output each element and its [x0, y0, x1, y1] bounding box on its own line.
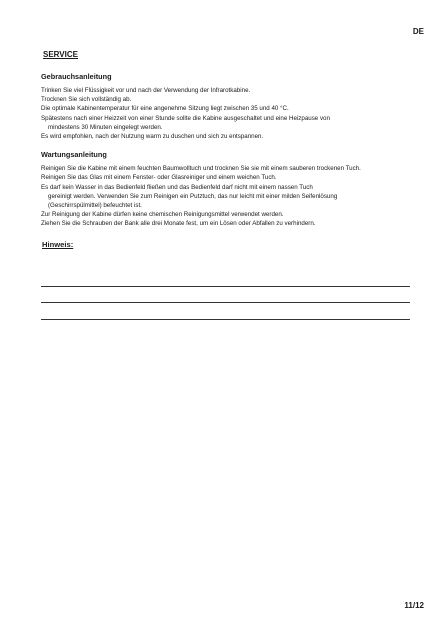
maintenance-line: Zur Reinigung der Kabine dürfen keine chemischen Reinigungsmittel verwendet werden.	[41, 211, 284, 219]
usage-line: Spätestens nach einer Heizzeit von einer Stunde sollte die Kabine ausgeschaltet und eine Heizpause von	[41, 114, 330, 122]
usage-line: Es wird empfohlen, nach der Nutzung warm zu duschen und sich zu entspannen.	[41, 133, 264, 141]
usage-heading: Gebrauchsanleitung	[41, 72, 112, 81]
maintenance-line: Ziehen Sie die Schrauben der Bank alle drei Monate fest, um ein Lösen oder Abfallen zu verhindern.	[41, 220, 316, 228]
notes-label: Hinweis:	[42, 239, 74, 249]
notes-line	[41, 286, 410, 287]
notes-line	[41, 319, 410, 320]
maintenance-line: Reinigen Sie die Kabine mit einem feuchten Baumwolltuch und trocknen Sie sie mit einem sauberen trockenen Tuch.	[41, 165, 361, 173]
maintenance-heading: Wartungsanleitung	[41, 150, 107, 160]
usage-line: Trocknen Sie sich vollständig ab.	[41, 96, 132, 104]
maintenance-line: Reinigen Sie das Glas mit einem Fenster- oder Glasreiniger und einem weichen Tuch.	[41, 174, 277, 182]
usage-line: Trinken Sie viel Flüssigkeit vor und nach der Verwendung der Infrarotkabine.	[41, 87, 251, 94]
maintenance-paragraph	[41, 164, 413, 228]
maintenance-line: gereinigt werden. Verwenden Sie zum Reinigen ein Putztuch, das nur leicht mit einer milden Seifenlösung	[48, 192, 338, 200]
notes-line	[41, 302, 410, 303]
section-title: SERVICE	[43, 50, 78, 59]
usage-line: mindestens 30 Minuten eingelegt werden.	[48, 123, 163, 131]
usage-line: Die optimale Kabinentemperatur für eine angenehme Sitzung liegt zwischen 35 und 40 °C.	[41, 105, 289, 113]
service-section	[41, 50, 413, 249]
maintenance-line: Es darf kein Wasser in das Bedienfeld fließen und das Bedienfeld darf nicht mit einem nassen Tuch	[41, 183, 313, 191]
page-number: 11/12	[404, 601, 424, 610]
maintenance-line: (Geschirrspülmittel) befeuchtet ist.	[48, 202, 142, 210]
usage-paragraph	[41, 86, 413, 141]
language-code: DE	[412, 27, 424, 36]
